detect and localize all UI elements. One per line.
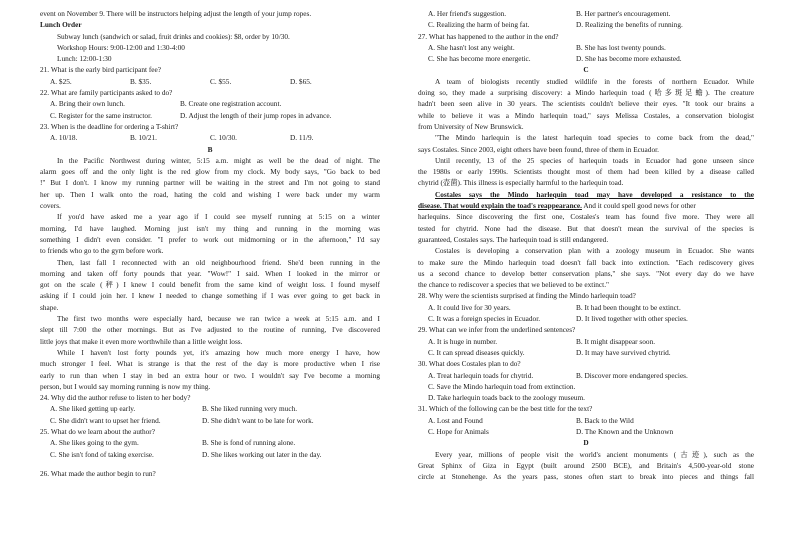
workshop-hours: Workshop Hours: 9:00-12:00 and 1:30-4:00 <box>57 42 185 52</box>
lunch-heading: Lunch Order <box>40 20 82 30</box>
passage-line: While I haven't lost forty pounds yet, it's amazing how much more energy I have, how <box>57 347 380 357</box>
option: A. It is huge in number. <box>428 336 498 346</box>
question-options <box>418 336 754 347</box>
option: B. Back to the Wild <box>576 415 634 425</box>
intro-line: event on November 9. There will be instructors helping adjust the length of your jump ropes. <box>40 9 312 18</box>
question-options <box>40 110 380 121</box>
option: D. $65. <box>290 76 312 86</box>
passage-line: doing so, they made a surprising discovery: a Mindo harlequin toad (哈多斑足蟾). The creature <box>418 88 754 98</box>
passage-line: guaranteed, Costales says. The harlequin toad is still endangered. <box>418 234 609 244</box>
question-options <box>40 437 380 448</box>
question-stem: 28. Why were the scientists surprised at finding the Mindo harlequin toad? <box>418 291 636 301</box>
option: C. She isn't fond of taking exercise. <box>50 449 154 459</box>
passage-line: little joys that make it even more worthwhile than a little weight loss. <box>40 336 243 346</box>
passage-line: morning and taken off forty pounds that year. "Wow!" I said. When I looked in the mirror or <box>40 268 380 278</box>
option: A. 10/18. <box>50 133 78 143</box>
passage-line: person, but I would say morning running is now my thing. <box>40 381 211 391</box>
option: A. Her friend's suggestion. <box>428 9 507 18</box>
option: C. 10/30. <box>210 133 237 143</box>
question-stem: 22. What are family participants asked to do? <box>40 88 173 98</box>
option: D. She has become more exhausted. <box>576 54 682 64</box>
option: B. $35. <box>130 76 152 86</box>
option: C. Register for the same instructor. <box>50 110 152 120</box>
passage-line: A team of biologists recently studied wildlife in the forests of northern Ecuador. While <box>435 76 754 86</box>
question-options <box>418 302 754 313</box>
passage-line: to friends who go to the gym before work. <box>40 246 164 256</box>
section-heading-b: B <box>207 144 213 154</box>
underlined-sentence: disease. That would explain the toad's reappearance. <box>418 201 582 211</box>
question-stem: 30. What does Costales plan to do? <box>418 359 521 369</box>
section-heading-d: D <box>583 438 589 448</box>
option: D. She didn't want to be late for work. <box>202 415 314 425</box>
passage-line: The first two months were especially hard, because we ran twice a week at 5:15 a.m. and I <box>57 314 380 324</box>
passage-line: shape. <box>40 302 59 312</box>
option: B. Her partner's encouragement. <box>576 9 671 18</box>
question-options <box>40 98 380 109</box>
passage-line: "The Mindo harlequin is the latest harlequin toad species to come back from the dead," <box>435 133 754 143</box>
passage-line: got on the scale (秤) I knew I could benefit from the same kind of weight loss. I found myself <box>40 280 380 290</box>
option: D. It lived together with other species. <box>576 314 688 324</box>
passage-line: while to believe it was a Mindo harlequin toad," says Melissa Costales, a conservation biologist <box>418 110 754 120</box>
passage-line: Costales is developing a conservation plan with a zoology museum in Ecuador. She wants <box>435 246 754 256</box>
option: B. Discover more endangered species. <box>576 370 688 380</box>
question-options <box>418 313 754 324</box>
question-options <box>40 132 380 143</box>
question-options <box>418 8 754 19</box>
option: A. She liked getting up early. <box>50 404 136 414</box>
passage-line: Great Sphinx of Giza in Egypt (built around 2500 BCE), and Britain's 4,500-year-old stone <box>418 460 754 470</box>
question-options <box>40 415 380 426</box>
right-column <box>418 8 754 482</box>
question-options <box>418 415 754 426</box>
question-options <box>418 19 754 30</box>
option: B. She liked running very much. <box>202 404 298 414</box>
option: A. Lost and Found <box>428 415 483 425</box>
passage-line: harlequins. Since discovering the first one, Costales's team has found five more. They were all <box>418 212 754 222</box>
passage-line: says Costales. Since 2003, eight others have been found, three of them in Ecuador. <box>418 144 659 154</box>
option: C. She didn't want to upset her friend. <box>50 415 161 425</box>
question-stem: 26. What made the author begin to run? <box>40 468 156 478</box>
option: C. Realizing the harm of being fat. <box>428 20 530 30</box>
option: B. 10/21. <box>130 133 157 143</box>
question-options <box>418 347 754 358</box>
question-stem: 25. What do we learn about the author? <box>40 426 155 436</box>
option: A. Treat harlequin toads for chytrid. <box>428 370 534 380</box>
option: D. The Known and the Unknown <box>576 426 674 436</box>
underlined-sentence: Costales says the Mindo harlequin toad may have developed a resistance to the <box>435 189 754 199</box>
passage-line: Until recently, 13 of the 25 species of harlequin toads in Ecuador had gone unseen since <box>435 155 754 165</box>
option: D. 11/9. <box>290 133 314 143</box>
passage-line: If you'd have asked me a year ago if I could see myself running at 5:15 on a winter <box>57 212 380 222</box>
option: D. She likes working out later in the day. <box>202 449 322 459</box>
option: B. She has lost twenty pounds. <box>576 42 666 52</box>
passage-line: hadn't been seen alive in 30 years. The scientists couldn't believe their eyes. "It took our brains a <box>418 99 754 109</box>
passage-line: us a second chance to develop better conservation plans," she says. "Not every day do we have <box>418 268 754 278</box>
passage-line: to make sure the Mindo harlequin toad doesn't fall back into extinction. "Each rediscovery gives <box>418 257 754 267</box>
passage-line: circle at Stonehenge. As the years pass, stones often start to break into pieces and things fall <box>418 472 754 482</box>
option: D. Take harlequin toads back to the zoology museum. <box>428 393 586 403</box>
passage-line: !" But I don't. I know my running partner will be waiting in the street and I'm not going to stand <box>40 178 380 188</box>
underlined-line <box>418 200 754 211</box>
passage-line: alarm goes off and the only light is the red glow from my clock. My body says, "Go back to bed <box>40 167 380 177</box>
left-column <box>40 8 380 479</box>
option: C. It can spread diseases quickly. <box>428 347 525 357</box>
question-options <box>40 449 380 460</box>
question-options <box>418 42 754 53</box>
option: B. It had been thought to be extinct. <box>576 302 681 312</box>
passage-line: slept till 7:00 the other mornings. But as I've adjusted to the routine of running, I've discovered <box>40 325 380 335</box>
question-options <box>40 403 380 414</box>
passage-line: the chance to rediscover a species that we believed to be extinct." <box>418 280 609 290</box>
option: B. She is fond of running alone. <box>202 438 296 448</box>
passage-line: asking if I could join her. I knew I needed to change something if I was ever going to get back in <box>40 291 380 301</box>
option: A. Bring their own lunch. <box>50 99 125 109</box>
question-stem: 31. Which of the following can be the best title for the text? <box>418 404 593 414</box>
option: C. It was a foreign species in Ecuador. <box>428 314 541 324</box>
question-stem: 21. What is the early bird participant fee? <box>40 65 162 75</box>
question-options <box>418 370 754 381</box>
passage-line: her up. Then I walk onto the road, hating the cold and wishing I were back under my warm <box>40 189 380 199</box>
question-stem: 23. When is the deadline for ordering a T-shirt? <box>40 121 179 131</box>
question-stem: 27. What has happened to the author in the end? <box>418 31 559 41</box>
lunch-line: Subway lunch (sandwich or salad, fruit drinks and cookies): $8, order by 10/30. <box>57 31 290 41</box>
passage-line: tested for chytrid. None had the disease. But that doesn't mean the survival of the species is <box>418 223 754 233</box>
passage-line: from University of New Brunswick. <box>418 121 524 131</box>
option: B. It might disappear soon. <box>576 336 656 346</box>
lunch-hours: Lunch: 12:00-1:30 <box>57 54 112 64</box>
passage-line: the 1980s or early 1990s. Scientists thought most of them had been killed by a disease called <box>418 167 754 177</box>
passage-line: In the Pacific Northwest during winter, 5:15 a.m. might as well be the dead of night. The <box>57 155 380 165</box>
passage-line: something I didn't even consider. "I prefer to work out midmorning or in the afternoon," I'd say <box>40 234 380 244</box>
passage-line: chytrid (壶菌). This illness is especially harmful to the harlequin toad. <box>418 178 624 188</box>
option: A. She hasn't lost any weight. <box>428 42 515 52</box>
option: C. Hope for Animals <box>428 426 489 436</box>
question-stem: 24. Why did the author refuse to listen to her body? <box>40 393 191 403</box>
passage-line: morning, I'd have laughed. Morning just isn't my thing and running in the morning was <box>40 223 380 233</box>
question-stem: 29. What can we infer from the underlined sentences? <box>418 325 576 335</box>
question-options <box>418 426 754 437</box>
question-options <box>40 76 380 87</box>
option: D. Adjust the length of their jump ropes in advance. <box>180 110 332 120</box>
option: A. It could live for 30 years. <box>428 302 511 312</box>
passage-line: covers. <box>40 201 61 211</box>
option: B. Create one registration account. <box>180 99 282 109</box>
option: C. $55. <box>210 76 232 86</box>
passage-text: And it could spell good news for other <box>581 201 696 211</box>
option: A. She likes going to the gym. <box>50 438 139 448</box>
option: C. She has become more energetic. <box>428 54 531 64</box>
section-heading-c: C <box>583 65 589 75</box>
passage-line: much stronger I feel. What is strange is that the rest of the day is more productive when I rise <box>40 359 380 369</box>
passage-line: Then, last fall I reconnected with an old neighbourhood friend. She'd been running in the <box>57 257 380 267</box>
passage-line: early to run than when I stay in bed an extra hour or two. I wouldn't say I've become a morning <box>40 370 380 380</box>
question-options <box>418 53 754 64</box>
option: A. $25. <box>50 76 72 86</box>
option: C. Save the Mindo harlequin toad from extinction. <box>428 381 576 391</box>
passage-line: Every year, millions of people visit the world's ancient monuments (古迹), such as the <box>435 449 754 459</box>
option: D. It may have survived chytrid. <box>576 347 671 357</box>
option: D. Realizing the benefits of running. <box>576 20 683 30</box>
